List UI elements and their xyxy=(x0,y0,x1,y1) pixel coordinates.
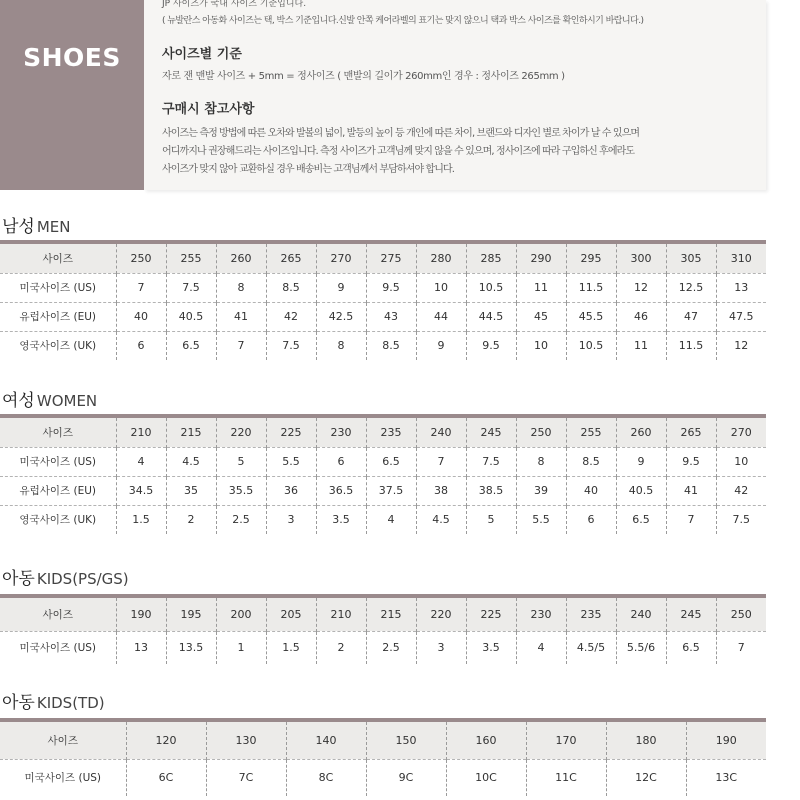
women-size-cell: 5.5 xyxy=(266,447,316,476)
men-size-cell: 310 xyxy=(716,244,766,273)
men-size-cell: 12 xyxy=(616,273,666,302)
men-size-cell: 13 xyxy=(716,273,766,302)
men-size-cell: 295 xyxy=(566,244,616,273)
purchase-notes-line-2: 어디까지나 권장해드리는 사이즈입니다. 측정 사이즈가 고객님께 맞지 않을 수 있으며, 정사이즈에 따라 구입하신 후에라도 xyxy=(162,146,635,157)
kids-ps-size-header-row xyxy=(0,598,766,631)
men-size-cell: 10 xyxy=(516,331,566,360)
women-size-cell: 5.5 xyxy=(516,505,566,534)
men-size-cell: 275 xyxy=(366,244,416,273)
kids-ps-size-cell: 7 xyxy=(716,631,766,664)
shoes-label-box xyxy=(0,0,144,190)
men-size-cell: 7.5 xyxy=(166,273,216,302)
women-size-cell: 34.5 xyxy=(116,476,166,505)
men-size-cell: 40 xyxy=(116,302,166,331)
men-size-cell: 9.5 xyxy=(466,331,516,360)
men-size-cell: 8.5 xyxy=(266,273,316,302)
women-size-cell: 38.5 xyxy=(466,476,516,505)
men-size-cell: 40.5 xyxy=(166,302,216,331)
kids-ps-size-cell: 13 xyxy=(116,631,166,664)
women-size-cell: 245 xyxy=(466,418,516,447)
men-size-cell: 47 xyxy=(666,302,716,331)
kids-td-section-title xyxy=(2,688,105,713)
men-size-cell: 46 xyxy=(616,302,666,331)
kids-td-size-cell: 130 xyxy=(206,722,286,759)
kids-td-title-en: KIDS(TD) xyxy=(36,694,105,712)
kids-td-size-cell: 6C xyxy=(126,759,206,796)
kids-td-size-table xyxy=(0,722,766,796)
men-section-title xyxy=(2,212,71,237)
women-size-cell: 210 xyxy=(116,418,166,447)
women-size-cell: 40 xyxy=(566,476,616,505)
women-size-cell: 6.5 xyxy=(616,505,666,534)
women-size-cell: 7.5 xyxy=(466,447,516,476)
kids-td-size-cell: 12C xyxy=(606,759,686,796)
women-size-cell: 260 xyxy=(616,418,666,447)
men-size-cell: 285 xyxy=(466,244,516,273)
kids-ps-size-cell: 240 xyxy=(616,598,666,631)
kids-ps-size-cell: 5.5/6 xyxy=(616,631,666,664)
men-size-cell: 255 xyxy=(166,244,216,273)
kids-ps-title-ko: 아동 xyxy=(2,569,35,589)
women-size-row-label: 사이즈 xyxy=(42,426,73,439)
kids-ps-size-cell: 195 xyxy=(166,598,216,631)
men-size-table xyxy=(0,244,766,360)
women-size-cell: 4 xyxy=(116,447,166,476)
women-size-cell: 4.5 xyxy=(416,505,466,534)
women-size-cell: 5 xyxy=(466,505,516,534)
women-size-cell: 255 xyxy=(566,418,616,447)
women-size-cell: 36 xyxy=(266,476,316,505)
women-size-cell: 9 xyxy=(616,447,666,476)
size-standard-text: 자로 잰 맨발 사이즈 + 5mm = 정사이즈 ( 맨발의 길이가 260mm인 경우 : 정사이즈 265mm ) xyxy=(162,71,565,82)
women-size-cell: 38 xyxy=(416,476,466,505)
women-size-cell: 7 xyxy=(416,447,466,476)
kids-ps-size-cell: 2.5 xyxy=(366,631,416,664)
women-size-cell: 6 xyxy=(316,447,366,476)
kids-ps-title-en: KIDS(PS/GS) xyxy=(36,570,129,588)
men-size-row xyxy=(0,331,766,360)
kids-ps-size-row xyxy=(0,631,766,664)
kids-ps-size-row-label: 사이즈 xyxy=(42,608,73,621)
men-size-cell: 250 xyxy=(116,244,166,273)
kids-td-size-cell: 160 xyxy=(446,722,526,759)
men-size-cell: 44.5 xyxy=(466,302,516,331)
women-size-cell: 220 xyxy=(216,418,266,447)
women-size-table xyxy=(0,418,766,534)
men-size-cell: 44 xyxy=(416,302,466,331)
kids-size-note: ( 뉴발란스 아동화 사이즈는 택, 박스 기준입니다.신발 안쪽 케어라벨의 표기는 맞지 않으니 택과 박스 사이즈를 확인하시기 바랍니다.) xyxy=(162,16,644,26)
women-size-cell: 230 xyxy=(316,418,366,447)
men-size-cell: 41 xyxy=(216,302,266,331)
jp-size-note: JP 사이즈가 국내 사이즈 기준입니다. xyxy=(162,0,307,9)
women-size-cell: 215 xyxy=(166,418,216,447)
purchase-notes-line-1: 사이즈는 측정 방법에 따른 오차와 발볼의 넓이, 발등의 높이 등 개인에 따른 차이, 브랜드와 디자인 별로 차이가 날 수 있으며 xyxy=(162,128,640,139)
size-guide-header xyxy=(0,0,766,190)
kids-ps-size-cell: 1.5 xyxy=(266,631,316,664)
men-size-cell: 280 xyxy=(416,244,466,273)
men-size-cell: 9 xyxy=(316,273,366,302)
kids-ps-size-cell: 245 xyxy=(666,598,716,631)
kids-ps-size-cell: 190 xyxy=(116,598,166,631)
men-size-cell: 12 xyxy=(716,331,766,360)
kids-ps-size-cell: 200 xyxy=(216,598,266,631)
men-size-cell: 45 xyxy=(516,302,566,331)
women-size-cell: 2 xyxy=(166,505,216,534)
kids-td-size-cell: 8C xyxy=(286,759,366,796)
men-size-cell: 6.5 xyxy=(166,331,216,360)
women-title-en: WOMEN xyxy=(36,392,98,410)
men-size-cell: 7 xyxy=(116,273,166,302)
kids-td-title-ko: 아동 xyxy=(2,693,35,713)
men-size-cell: 7 xyxy=(216,331,266,360)
women-size-cell: 6 xyxy=(566,505,616,534)
women-size-cell: 3.5 xyxy=(316,505,366,534)
women-size-cell: 42 xyxy=(716,476,766,505)
women-size-cell: 35.5 xyxy=(216,476,266,505)
kids-ps-size-cell: 6.5 xyxy=(666,631,716,664)
women-size-cell: 4 xyxy=(366,505,416,534)
women-size-cell: 2.5 xyxy=(216,505,266,534)
women-size-cell: 235 xyxy=(366,418,416,447)
kids-ps-size-cell: 205 xyxy=(266,598,316,631)
men-title-ko: 남성 xyxy=(2,217,35,237)
women-size-cell: 5 xyxy=(216,447,266,476)
women-title-ko: 여성 xyxy=(2,391,35,411)
men-size-header-row xyxy=(0,244,766,273)
men-size-row xyxy=(0,273,766,302)
men-size-cell: 12.5 xyxy=(666,273,716,302)
women-size-row-label: 영국사이즈 (UK) xyxy=(0,505,116,534)
women-size-cell: 8.5 xyxy=(566,447,616,476)
men-size-cell: 9 xyxy=(416,331,466,360)
women-size-cell: 1.5 xyxy=(116,505,166,534)
kids-td-size-cell: 150 xyxy=(366,722,446,759)
women-size-cell: 9.5 xyxy=(666,447,716,476)
women-size-cell: 7.5 xyxy=(716,505,766,534)
women-size-cell: 7 xyxy=(666,505,716,534)
men-size-row-label: 미국사이즈 (US) xyxy=(0,273,116,302)
men-title-en: MEN xyxy=(36,218,71,236)
shoes-label: SHOES xyxy=(23,42,121,72)
men-size-row-label: 유럽사이즈 (EU) xyxy=(0,302,116,331)
men-size-cell: 43 xyxy=(366,302,416,331)
kids-ps-size-cell: 3.5 xyxy=(466,631,516,664)
men-size-row xyxy=(0,302,766,331)
women-size-row-label: 미국사이즈 (US) xyxy=(0,447,116,476)
men-size-cell: 6 xyxy=(116,331,166,360)
kids-td-size-header-row xyxy=(0,722,766,759)
kids-ps-size-cell: 210 xyxy=(316,598,366,631)
men-size-cell: 9.5 xyxy=(366,273,416,302)
kids-ps-size-cell: 3 xyxy=(416,631,466,664)
women-size-header-row xyxy=(0,418,766,447)
kids-td-size-cell: 190 xyxy=(686,722,766,759)
kids-td-size-row-label: 사이즈 xyxy=(47,734,78,747)
women-size-cell: 36.5 xyxy=(316,476,366,505)
women-size-cell: 10 xyxy=(716,447,766,476)
purchase-notes-title: 구매시 참고사항 xyxy=(162,102,255,117)
women-size-cell: 3 xyxy=(266,505,316,534)
women-size-cell: 8 xyxy=(516,447,566,476)
size-standard-title: 사이즈별 기준 xyxy=(162,47,242,62)
kids-ps-size-cell: 225 xyxy=(466,598,516,631)
women-size-cell: 270 xyxy=(716,418,766,447)
men-size-cell: 260 xyxy=(216,244,266,273)
kids-ps-size-cell: 4 xyxy=(516,631,566,664)
kids-ps-size-cell: 4.5/5 xyxy=(566,631,616,664)
men-size-cell: 47.5 xyxy=(716,302,766,331)
kids-td-size-row xyxy=(0,759,766,796)
women-size-cell: 37.5 xyxy=(366,476,416,505)
kids-td-size-cell: 170 xyxy=(526,722,606,759)
kids-td-size-row-label: 미국사이즈 (US) xyxy=(0,759,126,796)
women-size-cell: 225 xyxy=(266,418,316,447)
men-size-cell: 11.5 xyxy=(566,273,616,302)
men-size-cell: 11.5 xyxy=(666,331,716,360)
men-size-cell: 11 xyxy=(616,331,666,360)
men-size-row-label: 사이즈 xyxy=(42,252,73,265)
men-size-cell: 8 xyxy=(316,331,366,360)
kids-ps-size-cell: 13.5 xyxy=(166,631,216,664)
kids-td-size-cell: 120 xyxy=(126,722,206,759)
men-size-cell: 265 xyxy=(266,244,316,273)
women-size-cell: 240 xyxy=(416,418,466,447)
kids-ps-section-title xyxy=(2,564,129,589)
kids-ps-size-cell: 235 xyxy=(566,598,616,631)
men-size-cell: 300 xyxy=(616,244,666,273)
women-size-cell: 4.5 xyxy=(166,447,216,476)
women-size-cell: 250 xyxy=(516,418,566,447)
kids-ps-size-cell: 220 xyxy=(416,598,466,631)
kids-ps-size-cell: 2 xyxy=(316,631,366,664)
men-size-cell: 10.5 xyxy=(566,331,616,360)
kids-ps-size-cell: 250 xyxy=(716,598,766,631)
women-size-cell: 265 xyxy=(666,418,716,447)
men-size-cell: 42.5 xyxy=(316,302,366,331)
men-size-cell: 8.5 xyxy=(366,331,416,360)
women-size-cell: 40.5 xyxy=(616,476,666,505)
women-size-cell: 41 xyxy=(666,476,716,505)
kids-td-size-cell: 140 xyxy=(286,722,366,759)
men-size-cell: 10 xyxy=(416,273,466,302)
men-size-cell: 45.5 xyxy=(566,302,616,331)
men-size-cell: 42 xyxy=(266,302,316,331)
kids-ps-size-table xyxy=(0,598,766,664)
women-size-cell: 39 xyxy=(516,476,566,505)
women-size-row-label: 유럽사이즈 (EU) xyxy=(0,476,116,505)
kids-td-size-cell: 7C xyxy=(206,759,286,796)
women-size-cell: 35 xyxy=(166,476,216,505)
kids-ps-size-row-label: 미국사이즈 (US) xyxy=(0,631,116,664)
kids-td-size-cell: 11C xyxy=(526,759,606,796)
kids-td-size-cell: 180 xyxy=(606,722,686,759)
women-size-cell: 6.5 xyxy=(366,447,416,476)
men-size-cell: 11 xyxy=(516,273,566,302)
purchase-notes-line-3: 사이즈가 맞지 않아 교환하실 경우 배송비는 고객님께서 부담하셔야 합니다. xyxy=(162,164,455,175)
women-size-row xyxy=(0,505,766,534)
men-size-cell: 10.5 xyxy=(466,273,516,302)
kids-td-size-cell: 13C xyxy=(686,759,766,796)
kids-ps-size-cell: 1 xyxy=(216,631,266,664)
men-size-cell: 8 xyxy=(216,273,266,302)
kids-ps-size-cell: 230 xyxy=(516,598,566,631)
men-size-cell: 270 xyxy=(316,244,366,273)
women-size-row xyxy=(0,476,766,505)
women-size-row xyxy=(0,447,766,476)
men-size-row-label: 영국사이즈 (UK) xyxy=(0,331,116,360)
kids-td-size-cell: 10C xyxy=(446,759,526,796)
men-size-cell: 305 xyxy=(666,244,716,273)
size-info-box xyxy=(144,0,766,190)
women-section-title xyxy=(2,386,97,411)
men-size-cell: 7.5 xyxy=(266,331,316,360)
men-size-cell: 290 xyxy=(516,244,566,273)
kids-ps-size-cell: 215 xyxy=(366,598,416,631)
kids-td-size-cell: 9C xyxy=(366,759,446,796)
